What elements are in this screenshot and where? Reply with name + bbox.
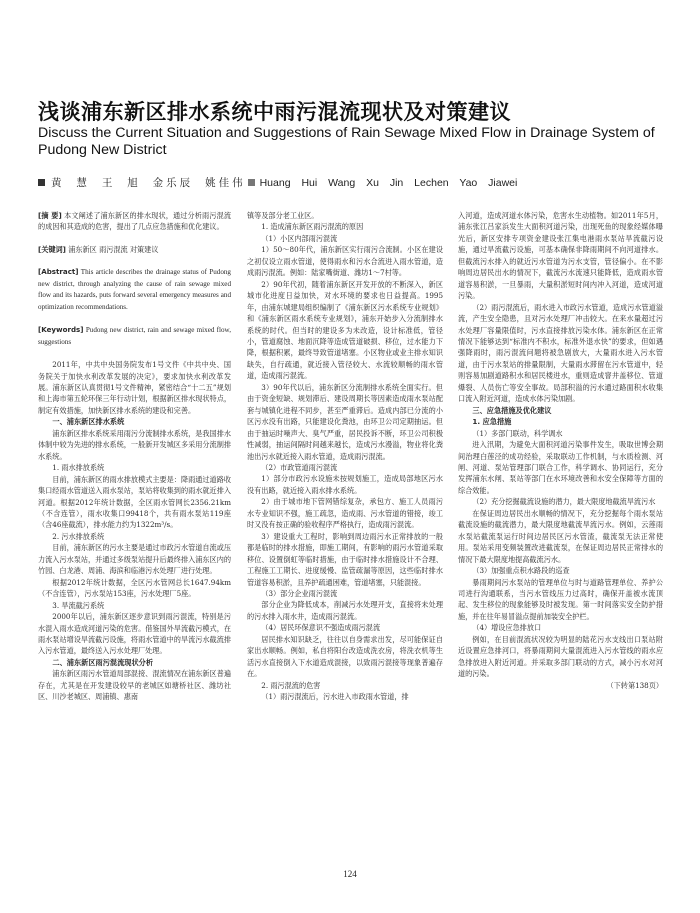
section-2-heading: 二、浦东新区雨污混流现状分析: [52, 657, 154, 667]
section-1-text: 浦东新区排水系统采用雨污分流制排水系统，是我国排水体制中较为先进的排水系统，一般新开发城区多采用分流制排水系统。: [38, 428, 231, 461]
intro-paragraph: 2011年，中共中央国务院发布1号文件《中共中央、国务院关于加快水利改革发展的决定》，要求加快水利改革发展。浦东新区认真贯彻1号文件精神，紧密结合“十二五”规划和上海市第五轮环保三年行动计划，根据新区排水现状特点，制定有效措施，加快新区排水系统的建设和完善。: [38, 360, 231, 415]
section-3-1-3-heading: （3）加强重点积水路段的巡查: [472, 566, 570, 576]
section-2-1-4-heading: （4）居民环保意识不强造成雨污混流: [261, 623, 381, 633]
abstract-cn-label: [摘 要]: [38, 211, 62, 220]
paragraph: 2）90年代初，随着浦东新区开发开放的不断深入，新区城市化进度日益加快，对水环境的要求也日益提高。1995年，由浦东城建局组织编制了《浦东新区污水系统专业规划》和《浦东新区雨水系统专业规划》，浦东开始步入分流制排水系统的时代。但当时的建设多为未改造，设计标准低，管径小，管道腐蚀、地面沉降等造成管道破损、移位，过水能力下降，根据积累，最终导致管道堵塞。小区物业或业主排水知识缺失，自行疏通，就近接入管径较大、水流较顺畅的雨水管道，造成雨污混流。: [247, 279, 443, 381]
paragraph: 1）50～80年代，浦东新区实行雨污合流制。小区在建设之初仅设立雨水管道，使得雨水和污水合流进入雨水管道，造成雨污混流。例如：陆家嘴街道、潍坊1～7村等。: [247, 245, 443, 278]
section-3-heading: 三、应急措施及优化建议: [472, 405, 552, 415]
section-1-2-heading: 2. 污水排放系统: [52, 531, 105, 541]
section-1-3-text: 2000年以后，浦东新区逐步意识到雨污混流，特别是污水混入雨水造成河道污染的危害。借鉴国外旱流截污模式，在雨水泵站增设旱流截污设施，将雨水管道中的旱流污水截流排入污水管道，最终送入污水处理厂处理。: [38, 612, 231, 656]
abstract-cn: [38, 210, 231, 233]
keywords-cn-label: [关键词]: [38, 244, 66, 254]
paragraph: 1）部分市政污水设施未按规划施工，造成局部地区污水没有出路，就近接入雨水排水系统。: [247, 474, 443, 495]
paragraph: （2）雨污混流后，雨水进入市政污水管道，造成污水管道溢流，产生安全隐患，且对污水处理厂冲击较大。在来水量超过污水处理厂容量限值时，污水直接排放污染水体。浦东新区在正常情况下能够达到“标准内不积水，标准外退水快”的要求，但如遇强降雨时，雨污混流问题将被急剧放大，大量雨水进入污水管道，由于污水泵站的排量限制，大量雨水滞留在污水管道中，轻则容易加剧道路积水和居民楼进水，重则造成窨井盖移位、管道爆裂、人员伤亡等安全事故。局部积溢的污水通过路面积水收集口流入附近河道，造成水体污染加剧。: [458, 302, 663, 404]
keywords-en-text: Pudong new district, rain and sewage mixed flow, suggestions: [38, 326, 231, 346]
keywords-en: [38, 324, 231, 348]
col3-continuation: 入河道，造成河道水体污染，危害水生动植物。如2011年5月，浦东张江吕家浜发生大面积河道污染，出现死鱼的现象经媒体曝光后，新区安排专项资金建设张江集电港雨水泵站旱流截污设施，通过旱流截污设施，可基本确保非降雨期间不向河道排水。但截流污水排入的就近污水管道为污水支管，管径偏小。在不影响周边居民出水的情况下，截流污水流速只能降低，造成雨水管道容易积淤，一旦暴雨，大量积淤短时间内冲入河道，造成河道污染。: [458, 211, 663, 301]
section-1-3-heading: 3. 旱流截污系统: [52, 600, 105, 610]
column-2: [247, 210, 443, 702]
paragraph: 暴雨期间污水泵站的管理单位与时与道路管理单位、养护公司进行沟通联系，当污水管线压力过高时，确保开盖被水流顶起、发生移位的现象能够及时被发现。第一时间落实安全防护措施，并在往年易冒溢点提前加装安全护栏。: [458, 577, 663, 621]
separator-square-icon: [248, 179, 255, 186]
article-title-en: Discuss the Current Situation and Suggestions of Rain Sewage Mixed Flow in Drainage System of Pudong New District: [38, 125, 655, 158]
paragraph: 3）90年代以后，浦东新区分流制排水系统全面实行。但由于资金短缺、规划滞后、建设周期长等因素造成雨水泵站配套与城镇化进程不同步，甚至严重滞后。造成内部已分流的小区污水没有出路，只能建设化粪池，由环卫公司定期抽运。但由于抽运时噪声大、臭气严重，居民投诉不断，环卫公司积极性减弱，抽运间隔时间越来越长，造成污水漫溢，物业将化粪池出污水就近接入雨水管道，造成雨污混流。: [247, 382, 443, 461]
article-title-cn: 浅谈浦东新区排水系统中雨污混流现状及对策建议: [38, 100, 511, 124]
section-2-2-heading: 2. 雨污混流的危害: [261, 680, 321, 690]
paragraph: 进入汛期，为避免大面积河道污染事件发生，吸取世博会期间治理白莲泾的成功经验，采取联动工作机制，与水质检测、河闸、河道、泵站管理部门联合工作，科学调水、协同运行，充分发挥浦东水闸、泵站等部门在水环境改善和水安全保障等方面的综合效能。: [458, 440, 663, 495]
authors-line: [38, 175, 668, 190]
abstract-cn-text: 本文阐述了浦东新区的排水现状，通过分析雨污混流的成因和其造成的危害，提出了几点应急措施和优化建议。: [38, 211, 231, 232]
section-2-1-2-heading: （2）市政管道雨污混流: [261, 462, 338, 472]
paragraph: 2）由于城市地下管网错综复杂，承包方、施工人员雨污水专业知识不强，施工疏忽，造成雨、污水管道的错接，竣工时又没有按正确的验收程序严格执行，造成雨污混流。: [247, 497, 443, 530]
section-2-text: 浦东新区雨污水管道局部混接、混流情况在浦东新区普遍存在，尤其是在开发建设较早的老城区如塘桥社区、潍坊社区、川沙老城区、周浦镇、惠南: [38, 669, 231, 702]
section-3-1-2-heading: （2）充分挖掘截流设施的潜力，最大限度地截流旱流污水: [472, 497, 656, 507]
section-2-1-1-heading: （1）小区内部雨污混流: [261, 233, 338, 243]
section-1-1-text: 目前，浦东新区的雨水排放模式主要是：降雨通过道路收集口经雨水管道送入雨水泵站，泵站将收集到的雨水就近排入河道。根据2012年统计数据，全区雨水管网长2356.21km（不含连管），雨水收集口99418个，共有雨水泵站119座（含46座截流），排水能力约为1322m³/s。: [38, 474, 231, 530]
column-1: [38, 210, 231, 703]
section-3-1-heading: 1. 应急措施: [472, 417, 512, 427]
keywords-cn: [38, 244, 231, 255]
paragraph: 在保证周边居民出水顺畅的情况下，充分挖掘每个雨水泵站截流设施的截流潜力，最大限度地截流旱流污水。例如，云莲雨水泵站截流泵运行时间边居民区污水管渣，截流泵无法正常使用。泵站采用变频装置改进截流泵，在保证周边居民正常排水的情况下最大限度地提高截流污水。: [458, 508, 663, 564]
abstract-en: [38, 266, 231, 313]
section-1-2-text-2: 根据2012年统计数据，全区污水管网总长1647.94km（不含连管），污水泵站153座，污水处理厂5座。: [38, 577, 231, 599]
column-3: [458, 210, 663, 691]
keywords-cn-text: 浦东新区 雨污混流 对策建议: [68, 244, 159, 254]
authors-en: Huang Hui Wang Xu Jin Lechen Yao Jiawei: [259, 177, 518, 189]
paragraph: 例如，在目前混流状况较为明显的陆花污水支线出口泵站附近设置应急排河口，将暴雨期间大量混流进入污水管线的雨水应急排放进入附近河道。并采取多部门联动的方式，减小污水对河道的污染。: [458, 634, 663, 679]
section-2-1-heading: 1. 造成浦东新区雨污混流的原因: [261, 222, 364, 232]
abstract-en-label: [Abstract]: [38, 267, 79, 277]
section-1-heading: 一、浦东新区排水系统: [52, 417, 125, 427]
continued-note: （下转第138页）: [606, 680, 663, 690]
paragraph: 部分企业为降低成本，削减污水处理开支，直接将未处理的污水排入雨水井，造成雨污混流。: [247, 600, 443, 621]
col2-continuation: 镇等及部分老工业区。: [247, 211, 319, 220]
section-3-1-4-heading: （4）增设应急排放口: [472, 623, 542, 633]
section-2-1-3-heading: （3）部分企业雨污混流: [261, 588, 338, 598]
abstract-en-text: This article describes the drainage status of Pudong new district, through analyzing the cause of rain sewage mixed flow and its hazards, puts forward several emergency measures and optimization recommendations.: [38, 268, 231, 311]
keywords-en-label: [Keywords]: [38, 325, 84, 335]
bullet-square-icon: [38, 179, 45, 186]
section-3-1-1-heading: （1）多部门联动，科学调水: [472, 428, 563, 438]
paragraph: 3）建设重大工程时，影响到周边雨污水正常排放的一般都是临时的排水措施，即施工期间，有影响的雨污水管道采取移位、设置倒虹等临时措施，由于临时排水措施设计不合理、工程施工工期长、进度缓慢、监管疏漏等原因，这些临时排水管道容易积淤，且养护疏通困难，管道堵塞，只能混接。: [247, 531, 443, 587]
authors-cn: 黄 慧 王 旭 金乐辰 姚佳伟: [51, 177, 246, 189]
section-1-1-heading: 1. 雨水排放系统: [52, 463, 105, 473]
page-number: 124: [343, 869, 357, 879]
paragraph: （1）雨污混流后，污水进入市政雨水管道，排: [261, 692, 409, 702]
paragraph: 居民排水知识缺乏，往往以自身需求出发，尽可能保证自家出水顺畅。例如，私自将阳台改造成洗衣房，将洗衣机等生活污水直接倒入下水道造成混接，以致雨污混接等现象普遍存在。: [247, 634, 443, 679]
section-1-2-text: 目前，浦东新区的污水主要是通过市政污水管道自流或压力流入污水泵站，并通过多级泵站提升后最终排入浦东区内的竹园、白龙港、周浦、海滨和临港污水处理厂进行处理。: [38, 543, 231, 576]
